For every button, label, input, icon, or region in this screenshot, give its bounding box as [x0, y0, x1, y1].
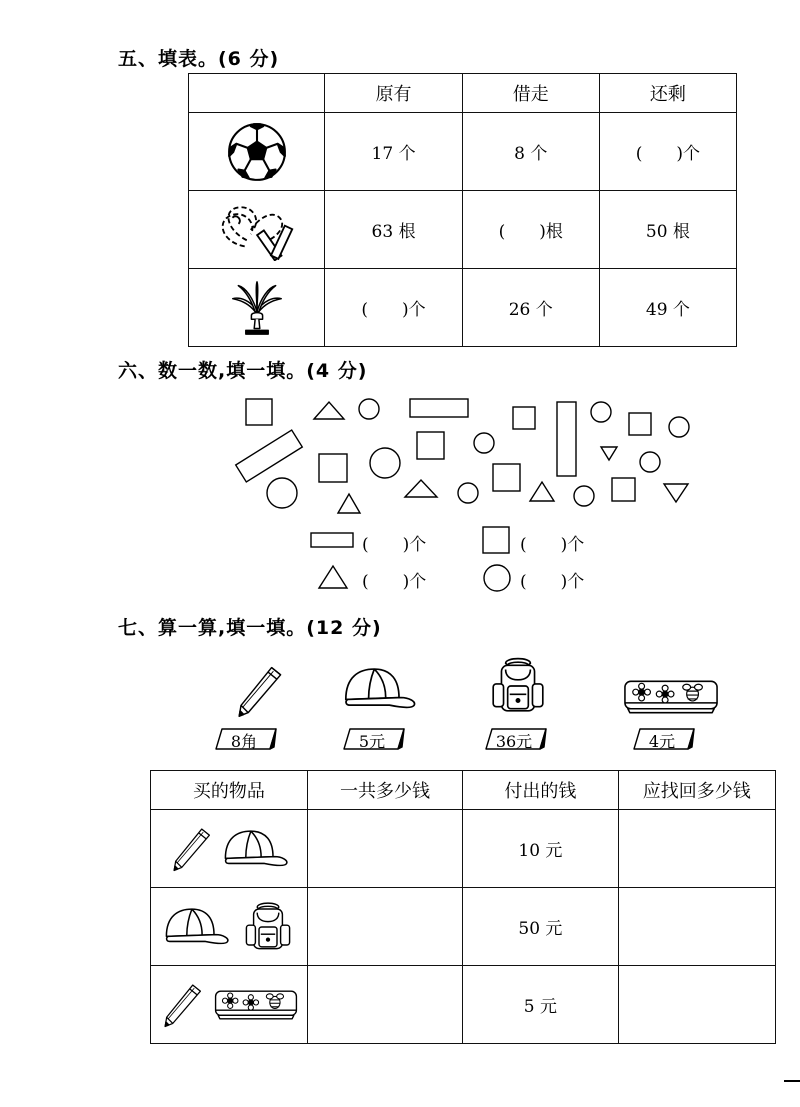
table-row [189, 113, 737, 191]
answer-blank[interactable]: ( )个 [325, 269, 462, 347]
price-label: 5元 [358, 732, 386, 751]
table-cell: 5 元 [463, 966, 618, 1044]
price-tag-backpack [484, 726, 548, 752]
backpack-icon [241, 899, 295, 955]
soccer-ball-icon [189, 113, 325, 191]
rectangle-icon [310, 532, 354, 548]
header-borrowed: 借走 [462, 74, 599, 113]
header-remaining: 还剩 [599, 74, 736, 113]
price-tag-pencil-case [632, 726, 696, 752]
shapes-cluster [0, 390, 800, 520]
pencil-case-icon [622, 676, 720, 718]
items-cell [151, 888, 308, 966]
table-cell: 49 个 [599, 269, 736, 347]
price-label: 36元 [495, 732, 533, 751]
count-blank-rectangle[interactable]: ( )个 [362, 535, 427, 555]
price-tag-cap [342, 726, 406, 752]
table-row [151, 966, 776, 1044]
count-blank-circle[interactable]: ( )个 [520, 572, 585, 592]
pencil-icon [232, 660, 286, 722]
count-blank-square[interactable]: ( )个 [520, 535, 585, 555]
table-cell: 8 个 [462, 113, 599, 191]
section-5-title: 五、填表。(6 分) [118, 48, 280, 70]
table-row [189, 191, 737, 269]
backpack-icon [487, 654, 549, 718]
table-cell: 50 根 [599, 191, 736, 269]
answer-blank[interactable] [307, 810, 462, 888]
triangle-icon [317, 564, 349, 590]
page-edge-mark [784, 1080, 800, 1082]
table-cell: 63 根 [325, 191, 462, 269]
answer-blank[interactable] [307, 966, 462, 1044]
items-cell [151, 966, 308, 1044]
header-items-bought: 买的物品 [151, 771, 308, 810]
price-label: 8角 [230, 732, 258, 751]
shuttlecock-icon [189, 269, 325, 347]
table-cell: 17 个 [325, 113, 462, 191]
square-icon [482, 526, 510, 554]
jump-rope-icon [189, 191, 325, 269]
pencil-icon [159, 978, 205, 1032]
header-change: 应找回多少钱 [618, 771, 775, 810]
pencil-case-icon [213, 986, 299, 1024]
answer-blank[interactable] [618, 888, 775, 966]
table-row [151, 810, 776, 888]
header-total: 一共多少钱 [307, 771, 462, 810]
table-cell: 50 元 [463, 888, 618, 966]
answer-blank[interactable] [618, 966, 775, 1044]
table-row [189, 269, 737, 347]
answer-blank[interactable] [618, 810, 775, 888]
section-6-title: 六、数一数,填一填。(4 分) [118, 360, 368, 382]
cap-icon [163, 905, 231, 949]
answer-blank[interactable]: ( )个 [599, 113, 736, 191]
table-row [151, 888, 776, 966]
answer-blank[interactable] [307, 888, 462, 966]
table-cell: 10 元 [463, 810, 618, 888]
cap-icon [222, 827, 290, 871]
cap-icon [342, 664, 418, 714]
circle-icon [482, 563, 512, 593]
answer-blank[interactable]: ( )根 [462, 191, 599, 269]
count-blank-triangle[interactable]: ( )个 [362, 572, 427, 592]
pencil-icon [168, 822, 214, 876]
price-label: 4元 [648, 732, 676, 751]
section-7-title: 七、算一算,填一填。(12 分) [118, 617, 382, 639]
shopping-table [150, 770, 776, 1044]
header-original: 原有 [325, 74, 462, 113]
header-paid: 付出的钱 [463, 771, 618, 810]
table-cell: 26 个 [462, 269, 599, 347]
price-tag-pencil [214, 726, 278, 752]
fill-table [188, 73, 737, 347]
items-cell [151, 810, 308, 888]
header-blank [189, 74, 325, 113]
